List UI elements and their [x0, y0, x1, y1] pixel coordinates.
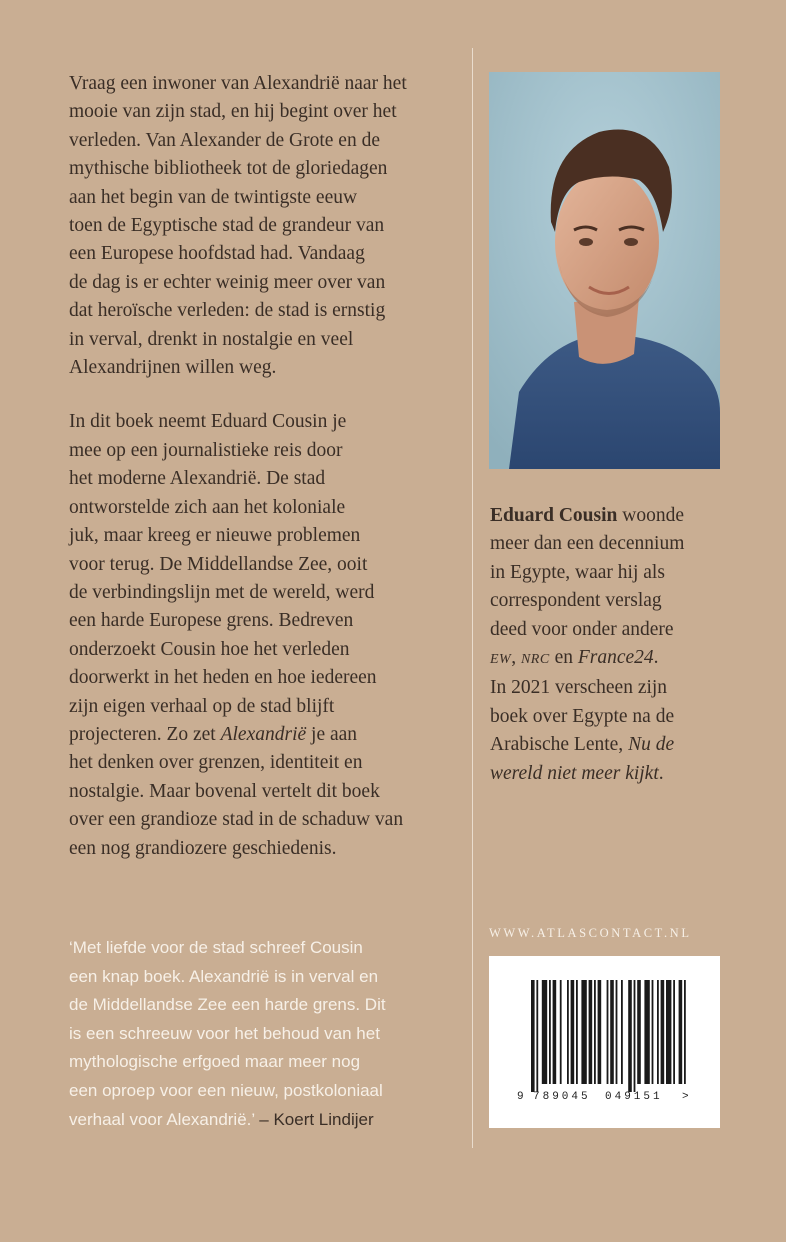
barcode-bar [598, 980, 602, 1084]
barcode-bar [542, 980, 547, 1084]
author-photo [489, 72, 720, 469]
barcode-bar [607, 980, 609, 1084]
barcode-bar [594, 980, 596, 1084]
barcode-digit-prefix: 9 [517, 1091, 524, 1103]
publisher-website: WWW.ATLASCONTACT.NL [489, 926, 692, 940]
barcode-bar [679, 980, 683, 1084]
barcode-bar [589, 980, 593, 1084]
review-quote: ‘Met liefde voor de stad schreef Cousin een knap boek. Alexandrië is in verval en de Middellandse Zee een harde grens. Dit is een schreeuw voor het behoud van het mythologische erfgoed maar meer nog een oproep voor een nieuw, postkoloniaal verhaal voor Alexandrië.’ – Koert Lindijer [69, 938, 386, 1129]
barcode-bar [536, 980, 538, 1092]
column-divider [472, 48, 473, 1148]
blurb-paragraph-1: Vraag een inwoner van Alexandrië naar het mooie van zijn stad, en hij begint over het verleden. Van Alexander de Grote en de mythische bibliotheek tot de gloriedagen aan het begin van de twintigste eeuw toen de Egyptische stad de grandeur van een Europese hoofdstad had. Vandaag de dag is er echter weinig meer over van dat heroïsche verleden: de stad is ernstig in verval, drenkt in nostalgie en veel Alexandrijnen willen weg. [69, 73, 407, 379]
barcode-bar [571, 980, 575, 1084]
barcode-digits-left: 789045 [533, 1091, 591, 1103]
barcode-bar [634, 980, 636, 1092]
barcode-bar [621, 980, 623, 1084]
barcode-bar [652, 980, 654, 1084]
barcode-bar [684, 980, 686, 1084]
barcode-digits-right: 049151 [605, 1091, 663, 1103]
barcode-quiet-zone-arrow: > [682, 1091, 689, 1103]
barcode-bar [553, 980, 557, 1084]
barcode-bar [581, 980, 586, 1084]
isbn-barcode [489, 956, 720, 1128]
book-title-inline: Alexandrië [220, 723, 307, 745]
barcode-bar [661, 980, 665, 1084]
barcode-bar [567, 980, 569, 1084]
author-bio: Eduard Cousin woonde meer dan een decennium in Egypte, waar hij als correspondent verslag deed voor onder andere EW, NRC en France24. In 2021 verscheen zijn boek over Egypte na de Arabische Lente, Nu de wereld niet meer kijkt. [490, 505, 685, 784]
author-name: Eduard Cousin [490, 505, 618, 526]
barcode-bar [628, 980, 632, 1092]
barcode-bar [560, 980, 562, 1084]
barcode-bar [610, 980, 614, 1084]
blurb-paragraph-2: In dit boek neemt Eduard Cousin je mee op een journalistieke reis door het moderne Alexandrië. De stad ontworstelde zich aan het koloniale juk, maar kreeg er nieuwe problemen voor terug. De Middellandse Zee, ooit de verbindingslijn met de wereld, werd een harde Europese grens. Bedreven onderzoekt Cousin hoe het verleden doorwerkt in het heden en hoe iedereen zijn eigen verhaal op de stad blijft projecteren. Zo zet Alexandrië je aan het denken over grenzen, identiteit en nostalgie. Maar bovenal vertelt dit boek over een grandioze stad in de schaduw van een nog grandiozere geschiedenis. [69, 411, 404, 859]
back-cover-blurb [69, 70, 459, 889]
barcode-bar [549, 980, 551, 1084]
barcode-bar [531, 980, 535, 1092]
barcode-bar [616, 980, 618, 1084]
barcode-bar [673, 980, 675, 1084]
barcode-bar [644, 980, 649, 1084]
barcode-bar [576, 980, 578, 1084]
barcode-bar [666, 980, 671, 1084]
barcode-bar [657, 980, 659, 1084]
quote-author: – Koert Lindijer [259, 1109, 374, 1129]
barcode-bar [637, 980, 641, 1084]
